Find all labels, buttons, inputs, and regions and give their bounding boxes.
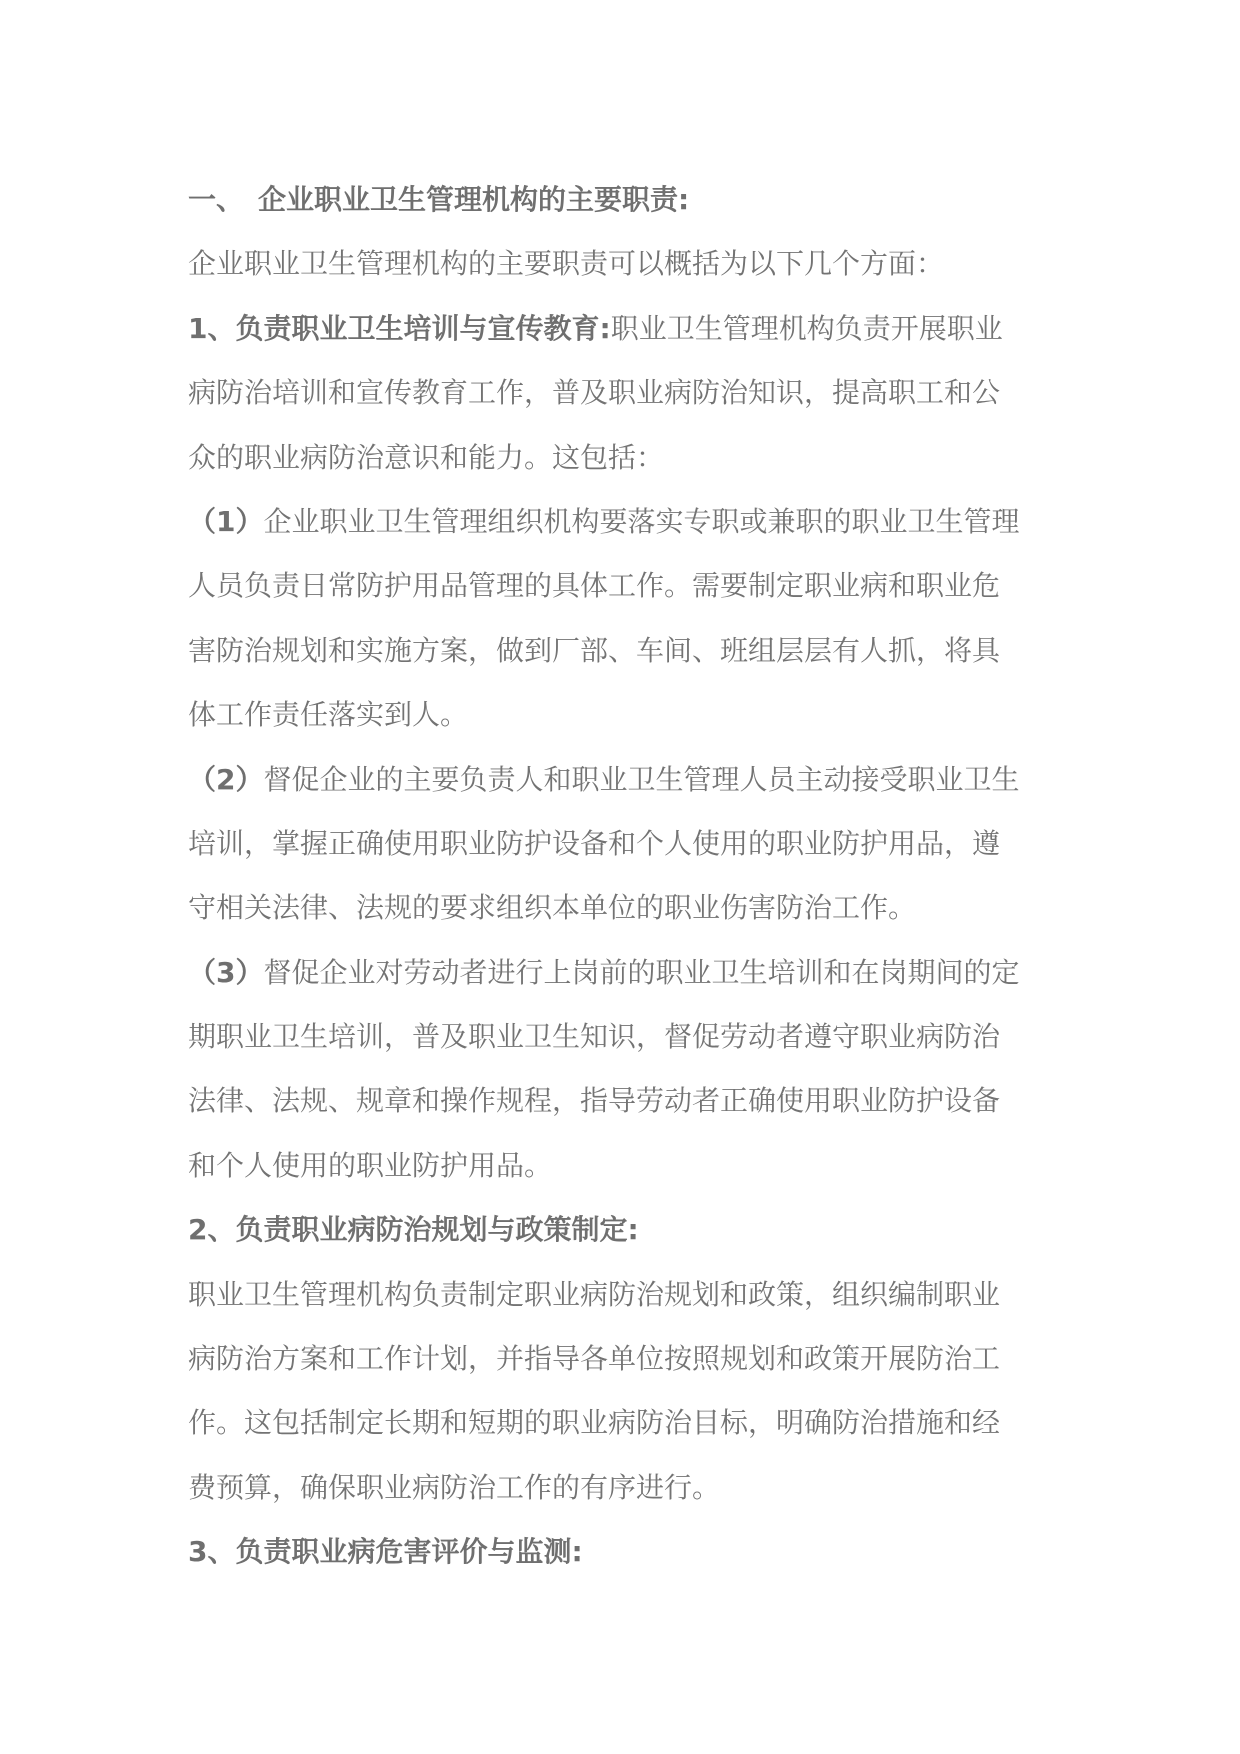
item-3-marker: （3）: [188, 955, 264, 989]
section-2-line-1: 职业卫生管理机构负责制定职业病防治规划和政策，组织编制职业: [188, 1277, 1001, 1311]
item-1-text: 企业职业卫生管理组织机构要落实专职或兼职的职业卫生管理: [263, 504, 1020, 538]
item-1-line-1: [188, 490, 1058, 554]
item-2-line-2: 培训，掌握正确使用职业防护设备和个人使用的职业防护用品，遵: [188, 826, 1001, 860]
main-heading: [188, 168, 1058, 232]
document-content: [188, 168, 1058, 1585]
item-1-line-4: 体工作责任落实到人。: [188, 698, 469, 732]
heading-title: 企业职业卫生管理机构的主要职责:: [258, 183, 690, 216]
item-3-line-4: 和个人使用的职业防护用品。: [188, 1148, 553, 1182]
item-2-line-1: [188, 748, 1058, 812]
item-3-line-2: 期职业卫生培训，普及职业卫生知识，督促劳动者遵守职业病防治: [188, 1020, 1001, 1054]
heading-marker: 一、: [188, 183, 245, 216]
item-2-line-3: 守相关法律、法规的要求组织本单位的职业伤害防治工作。: [188, 891, 917, 925]
section-1-text-line-2: 病防治培训和宣传教育工作，普及职业病防治知识，提高职工和公: [188, 376, 1001, 410]
item-2-text: 督促企业的主要负责人和职业卫生管理人员主动接受职业卫生: [263, 762, 1020, 796]
section-2-line-4: 费预算，确保职业病防治工作的有序进行。: [188, 1470, 721, 1504]
item-3-text: 督促企业对劳动者进行上岗前的职业卫生培训和在岗期间的定: [263, 955, 1020, 989]
section-2-line-3: 作。这包括制定长期和短期的职业病防治目标，明确防治措施和经: [188, 1406, 1001, 1440]
section-1-first-line: [188, 297, 1058, 361]
section-3-title: 3、负责职业病危害评价与监测:: [188, 1535, 583, 1569]
section-2-title: 2、负责职业病防治规划与政策制定:: [188, 1213, 639, 1247]
item-1-line-3: 害防治规划和实施方案，做到厂部、车间、班组层层有人抓，将具: [188, 633, 1001, 667]
item-2-marker: （2）: [188, 762, 264, 796]
section-2-line-2: 病防治方案和工作计划，并指导各单位按照规划和政策开展防治工: [188, 1342, 1001, 1376]
intro-paragraph: 企业职业卫生管理机构的主要职责可以概括为以下几个方面：: [188, 247, 945, 281]
item-3-line-1: [188, 941, 1058, 1005]
section-1-text-line-1: 职业卫生管理机构负责开展职业: [610, 311, 1003, 345]
item-1-marker: （1）: [188, 504, 264, 538]
section-1-title: 1、负责职业卫生培训与宣传教育:: [188, 311, 611, 345]
section-1-text-line-3: 众的职业病防治意识和能力。这包括：: [188, 440, 665, 474]
item-3-line-3: 法律、法规、规章和操作规程，指导劳动者正确使用职业防护设备: [188, 1084, 1001, 1118]
item-1-line-2: 人员负责日常防护用品管理的具体工作。需要制定职业病和职业危: [188, 569, 1001, 603]
